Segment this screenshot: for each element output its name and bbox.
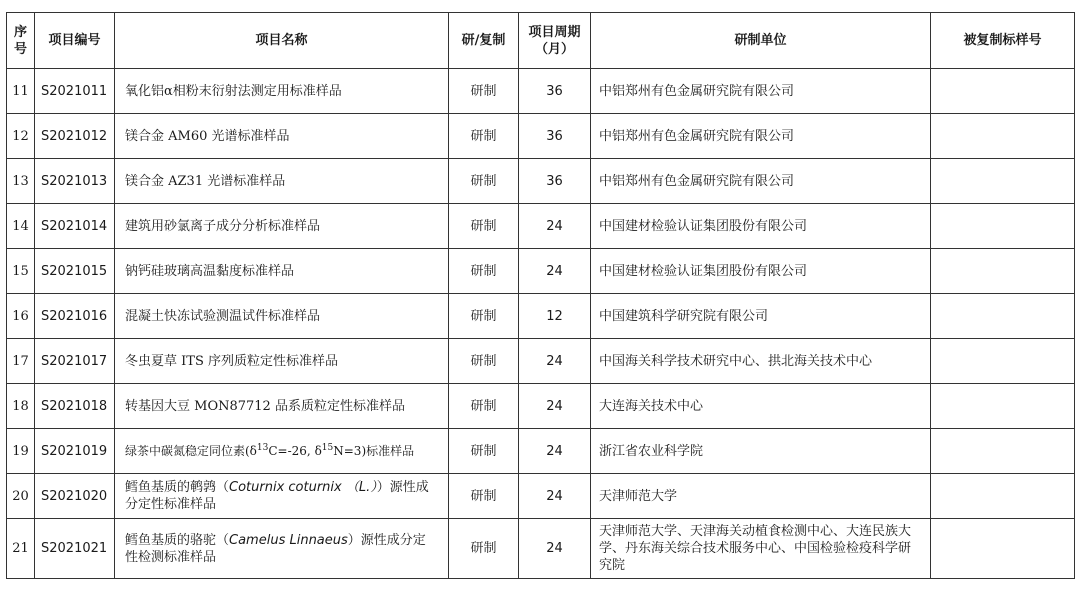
cell-name: 建筑用砂氯离子成分分析标准样品 [115,204,449,249]
cell-name: 镁合金 AM60 光谱标准样品 [115,114,449,159]
table-row [7,249,1075,294]
isotope-mass-13: 13 [256,442,269,453]
cell-cycle: 36 [519,159,591,204]
cell-name [115,519,449,579]
cell-unit: 浙江省农业科学院 [591,429,931,474]
cell-code: S2021019 [35,429,115,474]
cell-type: 研制 [449,429,519,474]
cell-seq: 20 [7,474,35,519]
name-text-post: ）源性成分定性标准样品 [125,480,429,512]
cell-cycle: 36 [519,114,591,159]
cell-code: S2021011 [35,69,115,114]
cell-seq: 17 [7,339,35,384]
header-cycle: 项目周期（月） [519,13,591,69]
cell-name: 转基因大豆 MON87712 品系质粒定性标准样品 [115,384,449,429]
cell-copied [931,159,1075,204]
cell-cycle: 24 [519,384,591,429]
standard-sample-table [6,12,1074,579]
cell-type: 研制 [449,384,519,429]
cell-copied [931,249,1075,294]
header-name: 项目名称 [115,13,449,69]
cell-cycle: 24 [519,519,591,579]
projects-table [6,12,1075,579]
cell-seq: 16 [7,294,35,339]
header-type: 研/复制 [449,13,519,69]
cell-unit: 中国海关科学技术研究中心、拱北海关技术中心 [591,339,931,384]
name-text-post: N=3)标准样品 [333,443,415,458]
table-row [7,294,1075,339]
cell-copied [931,384,1075,429]
cell-unit: 中铝郑州有色金属研究院有限公司 [591,159,931,204]
cell-code: S2021012 [35,114,115,159]
header-row [7,13,1075,69]
cell-name: 混凝土快冻试验测温试件标准样品 [115,294,449,339]
name-text-pre: 绿茶中碳氮稳定同位素(δ [125,443,257,458]
isotope-mass-15: 15 [321,442,334,453]
cell-code: S2021016 [35,294,115,339]
cell-cycle: 36 [519,69,591,114]
table-row [7,474,1075,519]
cell-seq: 13 [7,159,35,204]
header-copied: 被复制标样号 [931,13,1075,69]
cell-copied [931,339,1075,384]
cell-code: S2021018 [35,384,115,429]
cell-type: 研制 [449,249,519,294]
table-row [7,204,1075,249]
cell-name [115,429,449,474]
cell-type: 研制 [449,204,519,249]
header-code: 项目编号 [35,13,115,69]
cell-unit: 天津师范大学、天津海关动植食检测中心、大连民族大学、丹东海关综合技术服务中心、中国检验检疫科学研究院 [591,519,931,579]
name-text-post: ）源性成分定性检测标准样品 [125,532,426,565]
cell-name: 冬虫夏草 ITS 序列质粒定性标准样品 [115,339,449,384]
cell-seq: 11 [7,69,35,114]
cell-code: S2021020 [35,474,115,519]
species-name: Camelus Linnaeus [229,532,348,548]
table-row [7,114,1075,159]
table-row [7,384,1075,429]
cell-code: S2021017 [35,339,115,384]
cell-type: 研制 [449,474,519,519]
cell-seq: 14 [7,204,35,249]
cell-unit: 中国建筑科学研究院有限公司 [591,294,931,339]
cell-cycle: 24 [519,339,591,384]
cell-seq: 12 [7,114,35,159]
table-row [7,69,1075,114]
cell-cycle: 12 [519,294,591,339]
name-text-mid: C=-26, δ [268,443,322,458]
cell-copied [931,519,1075,579]
table-row [7,339,1075,384]
cell-copied [931,114,1075,159]
cell-type: 研制 [449,294,519,339]
cell-type: 研制 [449,159,519,204]
cell-name: 镁合金 AZ31 光谱标准样品 [115,159,449,204]
cell-copied [931,69,1075,114]
cell-code: S2021015 [35,249,115,294]
cell-cycle: 24 [519,204,591,249]
table-row [7,159,1075,204]
cell-type: 研制 [449,69,519,114]
cell-type: 研制 [449,519,519,579]
cell-unit: 中铝郑州有色金属研究院有限公司 [591,69,931,114]
cell-type: 研制 [449,114,519,159]
cell-code: S2021014 [35,204,115,249]
cell-unit: 大连海关技术中心 [591,384,931,429]
name-text-pre: 鳕鱼基质的鹌鹑（ [125,480,230,495]
cell-name: 钠钙硅玻璃高温黏度标准样品 [115,249,449,294]
cell-seq: 21 [7,519,35,579]
cell-cycle: 24 [519,474,591,519]
cell-copied [931,474,1075,519]
cell-type: 研制 [449,339,519,384]
cell-code: S2021021 [35,519,115,579]
header-unit: 研制单位 [591,13,931,69]
header-seq: 序号 [7,13,35,69]
cell-code: S2021013 [35,159,115,204]
cell-seq: 19 [7,429,35,474]
cell-unit: 中国建材检验认证集团股份有限公司 [591,249,931,294]
cell-copied [931,429,1075,474]
species-name: Coturnix coturnix （L.） [229,480,377,495]
cell-unit: 中国建材检验认证集团股份有限公司 [591,204,931,249]
cell-name: 氧化铝α相粉末衍射法测定用标准样品 [115,69,449,114]
cell-copied [931,204,1075,249]
cell-name [115,474,449,519]
table-row [7,519,1075,579]
cell-seq: 18 [7,384,35,429]
cell-unit: 天津师范大学 [591,474,931,519]
cell-cycle: 24 [519,429,591,474]
cell-cycle: 24 [519,249,591,294]
cell-seq: 15 [7,249,35,294]
cell-unit: 中铝郑州有色金属研究院有限公司 [591,114,931,159]
cell-copied [931,294,1075,339]
name-text-pre: 鳕鱼基质的骆驼（ [125,532,230,548]
table-row [7,429,1075,474]
